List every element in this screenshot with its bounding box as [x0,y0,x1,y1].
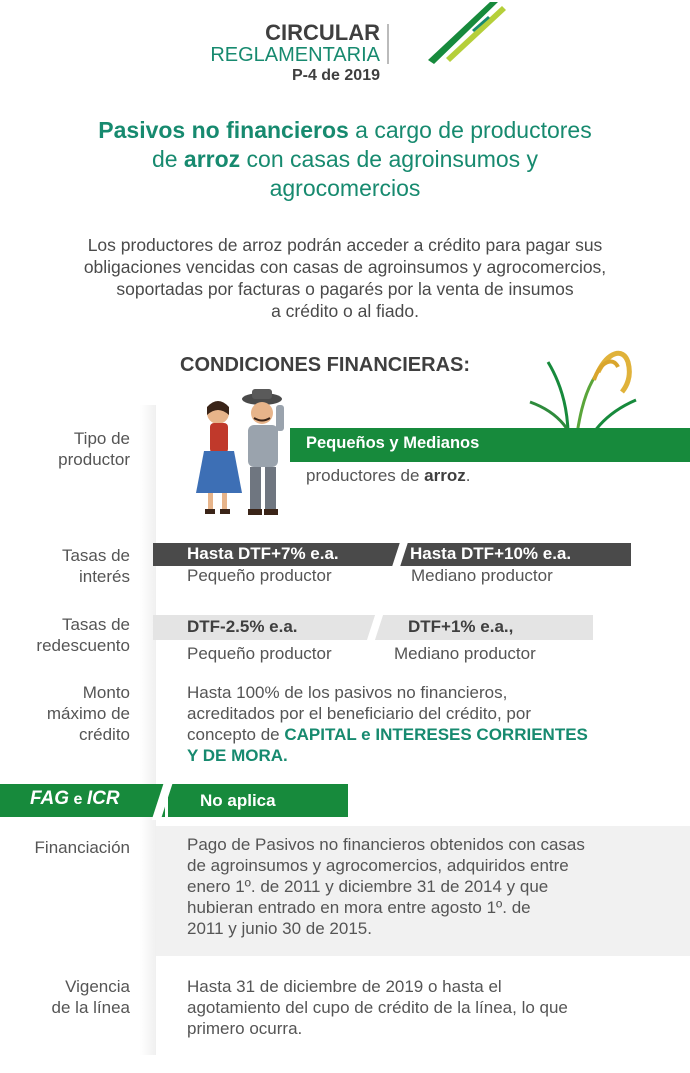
header-number: P-4 de 2019 [291,67,380,84]
label-line: Vigencia [65,977,130,996]
producer-subtitle [306,466,470,486]
title-part4: con casas de agroinsumos y [240,146,539,172]
farmers-illustration-icon [190,385,300,520]
fag-abbr: FAG [30,788,70,809]
label-line: de la línea [51,998,130,1017]
vigencia-text [187,976,667,1039]
label-line: Tasas de [61,546,130,565]
page-title [30,116,660,203]
monto-bold: Y DE MORA. [187,746,288,765]
label-line: redescuento [36,636,130,655]
title-part5: agrocomercios [269,175,421,201]
interest-rate-medium: Hasta DTF+10% e.a. [410,544,572,563]
intro-line: obligaciones vencidas con casas de agroinsumos y agrocomercios, [83,257,607,277]
label-line: Monto [82,683,130,702]
header-divider [387,24,389,64]
monto-line: Hasta 100% de los pasivos no financieros, [187,683,508,702]
producer-sub-bold: arroz [424,466,466,485]
intro-line: Los productores de arroz podrán acceder a crédito para pagar sus [87,235,603,255]
fag-label [30,788,120,810]
title-part3: de [151,146,184,172]
interest-rate-small: Hasta DTF+7% e.a. [187,544,339,563]
rediscount-label-small: Pequeño productor [187,644,332,663]
interest-label-small: Pequeño productor [187,566,332,585]
monto-text [187,682,667,766]
label-line: crédito [78,725,130,744]
label-monto [0,682,130,745]
fag-e: e [69,791,87,808]
intro-line: a crédito o al fiado. [271,301,419,321]
vigencia-line: Hasta 31 de diciembre de 2019 o hasta el [187,977,502,996]
label-line: interés [78,567,130,586]
monto-line [187,745,667,766]
title-bold: Pasivos no financieros [98,117,349,143]
producer-band-text: Pequeños y Medianos [306,434,480,452]
producer-sub-prefix: productores de [306,466,425,485]
monto-line: acreditados por el beneficiario del crédito, por [187,704,531,723]
monto-line [187,724,667,745]
label-tasas-redescuento [0,614,130,656]
financiacion-text [187,834,667,939]
content-shade [140,405,156,1055]
title-part2: a cargo de productores [348,117,592,143]
label-line: Tipo de [73,429,130,448]
financiacion-line: de agroinsumos y agrocomercios, adquiridos entre [187,856,569,875]
icr-abbr: ICR [86,788,120,809]
label-line: Tasas de [61,615,130,634]
financiacion-line: enero 1º. de 2011 y diciembre 31 de 2014 y que [187,877,549,896]
label-tipo-productor [0,428,130,470]
label-line: Financiación [34,838,130,857]
fag-value: No aplica [200,791,276,810]
label-line: productor [58,450,130,469]
label-financiacion [0,837,130,858]
label-vigencia [0,976,130,1018]
intro-paragraph [30,234,660,322]
financiacion-line: hubieran entrado en mora entre agosto 1º. de [187,898,531,917]
label-tasas-interes [0,545,130,587]
rediscount-label-medium: Mediano productor [394,644,536,663]
label-line: máximo de [46,704,130,723]
financiacion-line: 2011 y junio 30 de 2015. [187,919,372,938]
monto-bold: CAPITAL e INTERESES CORRIENTES [284,725,588,744]
financiacion-line: Pago de Pasivos no financieros obtenidos con casas [187,835,585,854]
intro-line: soportadas por facturas o pagarés por la venta de insumos [116,279,574,299]
monto-prefix: concepto de [187,725,285,744]
header-circular: CIRCULAR [265,20,380,45]
interest-label-medium: Mediano productor [411,566,553,585]
section-title: CONDICIONES FINANCIERAS: [180,354,471,376]
rediscount-rate-medium: DTF+1% e.a., [408,617,514,636]
stripes-logo-icon [420,0,510,68]
rediscount-rate-small: DTF-2.5% e.a. [187,617,298,636]
producer-sub-suffix: . [465,466,471,485]
title-arroz: arroz [183,146,241,172]
vigencia-line: primero ocurra. [187,1019,303,1038]
vigencia-line: agotamiento del cupo de crédito de la línea, lo que [187,998,568,1017]
header-reglamentaria: REGLAMENTARIA [210,44,380,66]
